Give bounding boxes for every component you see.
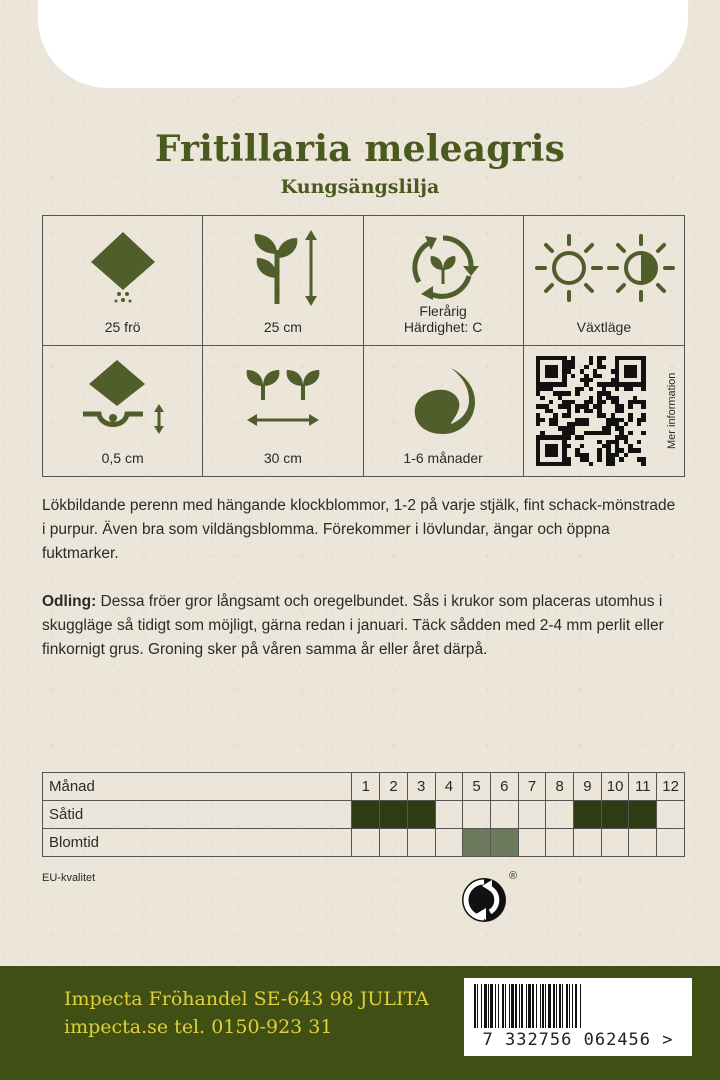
calendar-month-cell (629, 829, 657, 857)
calendar-month-cell (380, 801, 408, 829)
calendar-month-cell (435, 829, 463, 857)
cultivation-section (42, 590, 682, 662)
calendar-row-label: Såtid (43, 801, 352, 829)
product-description: Lökbildande perenn med hängande klockblommor, 1-2 på varje stjälk, fint schack-mönstrade i purpur. Även bra som vildängsblomma. Förekommer i lövlundar, ängar och öppna fuktmarker. (42, 497, 676, 562)
eu-quality-label: EU-kvalitet (42, 872, 96, 884)
calendar-month-cell (657, 829, 685, 857)
germination-cell (364, 346, 524, 476)
calendar-month-cell (546, 829, 574, 857)
sowing-depth: 0,5 cm (101, 450, 144, 466)
calendar-month-cell (463, 829, 491, 857)
barcode (464, 978, 692, 1056)
calendar-month-cell (601, 801, 629, 829)
month-header-cell: 8 (546, 773, 574, 801)
spacing-cell (203, 346, 363, 476)
calendar-month-cell (574, 801, 602, 829)
product-subtitle: Kungsängslilja (280, 176, 440, 198)
seeds-cell (43, 216, 203, 346)
calendar-month-cell (407, 801, 435, 829)
hanger-cutout (38, 0, 688, 88)
info-icon-grid (42, 215, 685, 477)
calendar-month-cell (601, 829, 629, 857)
month-header-cell: 4 (435, 773, 463, 801)
height-cell (203, 216, 363, 346)
germination-time: 1-6 månader (403, 450, 483, 466)
month-header-cell: 3 (407, 773, 435, 801)
calendar-row (43, 801, 685, 829)
calendar-month-cell (380, 829, 408, 857)
calendar-month-cell (407, 829, 435, 857)
month-header-cell: 12 (657, 773, 685, 801)
product-title: Fritillaria meleagris (154, 128, 566, 170)
month-header-cell: 6 (490, 773, 518, 801)
calendar-month-cell (435, 801, 463, 829)
germination-seed-icon (403, 358, 483, 438)
sowing-calendar (42, 772, 685, 857)
calendar-month-cell (518, 829, 546, 857)
perennial-label (364, 303, 523, 335)
month-header-cell: 5 (463, 773, 491, 801)
calendar-month-header: Månad (43, 773, 352, 801)
calendar-month-cell (490, 801, 518, 829)
seed-packet-icon (83, 228, 163, 308)
calendar-month-cell (629, 801, 657, 829)
plant-height: 25 cm (263, 319, 302, 335)
calendar-month-cell (463, 801, 491, 829)
sowing-depth-icon (73, 358, 173, 438)
depth-cell (43, 346, 203, 476)
cultivation-label: Odling: (42, 593, 97, 610)
calendar-row-label: Blomtid (43, 829, 352, 857)
hardiness-text: Härdighet: C (403, 319, 483, 335)
month-header-cell: 11 (629, 773, 657, 801)
qr-code[interactable] (536, 356, 646, 466)
month-header-cell: 9 (574, 773, 602, 801)
perennial-text: Flerårig (419, 303, 467, 319)
plant-spacing: 30 cm (263, 450, 302, 466)
calendar-row (43, 829, 685, 857)
barcode-number: 7 332756 062456 > (482, 1030, 674, 1050)
month-header-cell: 10 (601, 773, 629, 801)
green-dot-recycle-icon (460, 876, 508, 924)
qr-cell (524, 346, 684, 476)
calendar-month-cell (352, 801, 380, 829)
plant-spacing-icon (233, 358, 333, 438)
barcode-bars (474, 984, 682, 1028)
cultivation-text: Dessa fröer gror långsamt och oregelbundet. Sås i krukor som placeras utomhus i skuggläge så tidigt som möjligt, gärna redan i januari. Täck sådden med 2-4 mm perlit eller finkornigt grus. Groning sker på våren samma år eller året därpå. (42, 593, 664, 658)
calendar-month-cell (546, 801, 574, 829)
calendar-month-cell (490, 829, 518, 857)
perennial-cell (364, 216, 524, 346)
calendar-header-row (43, 773, 685, 801)
calendar-month-cell (574, 829, 602, 857)
month-header-cell: 1 (352, 773, 380, 801)
month-header-cell: 2 (380, 773, 408, 801)
seed-count: 25 frö (104, 319, 141, 335)
month-header-cell: 7 (518, 773, 546, 801)
location-cell (524, 216, 684, 346)
registered-mark: ® (509, 870, 518, 882)
calendar-month-cell (518, 801, 546, 829)
sun-shade-icon (529, 228, 679, 308)
perennial-cycle-icon (403, 228, 483, 308)
plant-height-icon (243, 228, 323, 308)
more-info-label: Mer information (666, 372, 678, 450)
calendar-month-cell (657, 801, 685, 829)
calendar-month-cell (352, 829, 380, 857)
company-address: Impecta Fröhandel SE-643 98 JULITA (64, 988, 429, 1010)
location-label: Växtläge (576, 319, 632, 335)
company-contact: impecta.se tel. 0150-923 31 (64, 1016, 333, 1038)
